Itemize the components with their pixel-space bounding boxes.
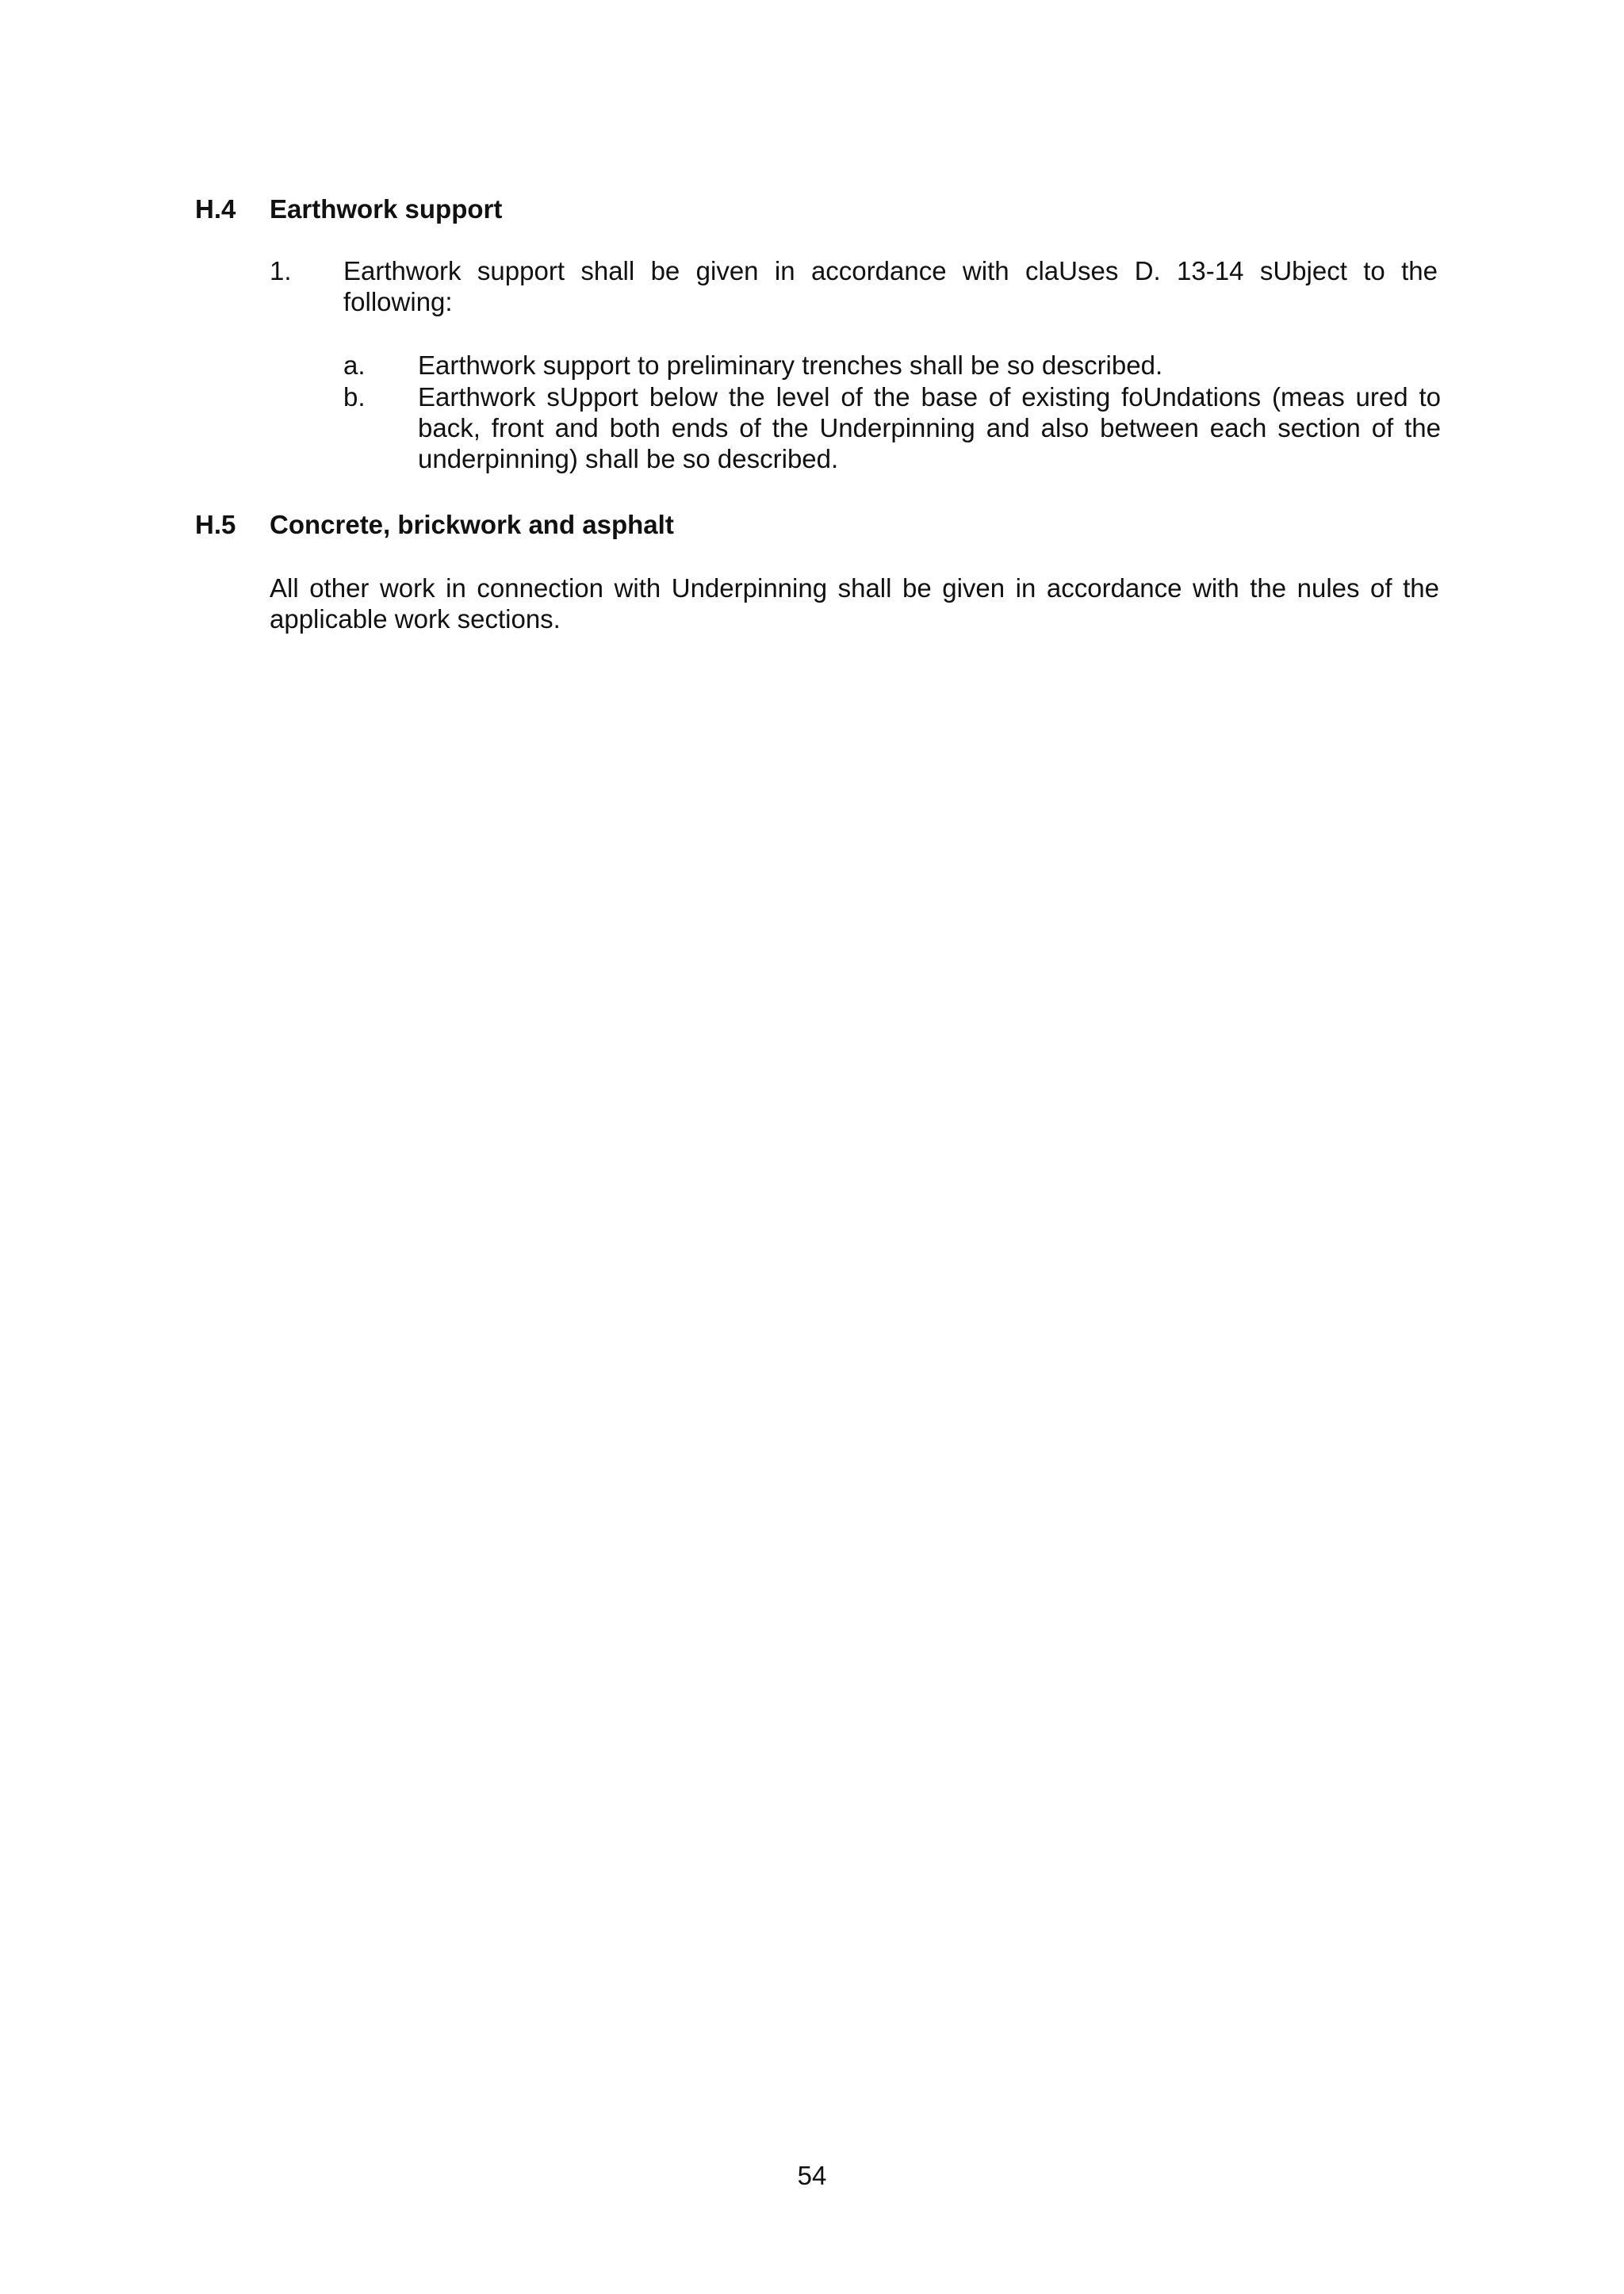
page-number: 54: [797, 2161, 827, 2190]
list-item-text: Earthwork support shall be given in accordance with claUses D. 13-14 sUbject to the following:: [343, 256, 1438, 316]
sub-item-text: Earthwork support to preliminary trenches shall be so described.: [418, 350, 1163, 380]
section-heading-h5: [195, 509, 674, 541]
sub-item-text: Earthwork sUpport below the level of the base of existing foUndations (meas ured to back, front and both ends of the Underpinning and also between each section of the underpinning) shall be so described.: [418, 382, 1441, 473]
section-heading-h4: [195, 193, 502, 225]
section-paragraph: All other work in connection with Underpinning shall be given in accordance with the nules of the applicable work sections.: [270, 573, 1439, 634]
list-marker: 1.: [270, 256, 292, 285]
section-title: Concrete, brickwork and asphalt: [270, 510, 674, 539]
section-number: H.4: [195, 194, 236, 224]
section-title: Earthwork support: [270, 194, 503, 224]
sub-item-marker: a.: [343, 350, 366, 380]
sub-item-marker: b.: [343, 382, 366, 412]
section-number: H.5: [195, 510, 236, 539]
sub-item-a: [343, 350, 1438, 381]
sub-item-b: [343, 381, 1441, 477]
list-item-1: [270, 255, 1439, 319]
